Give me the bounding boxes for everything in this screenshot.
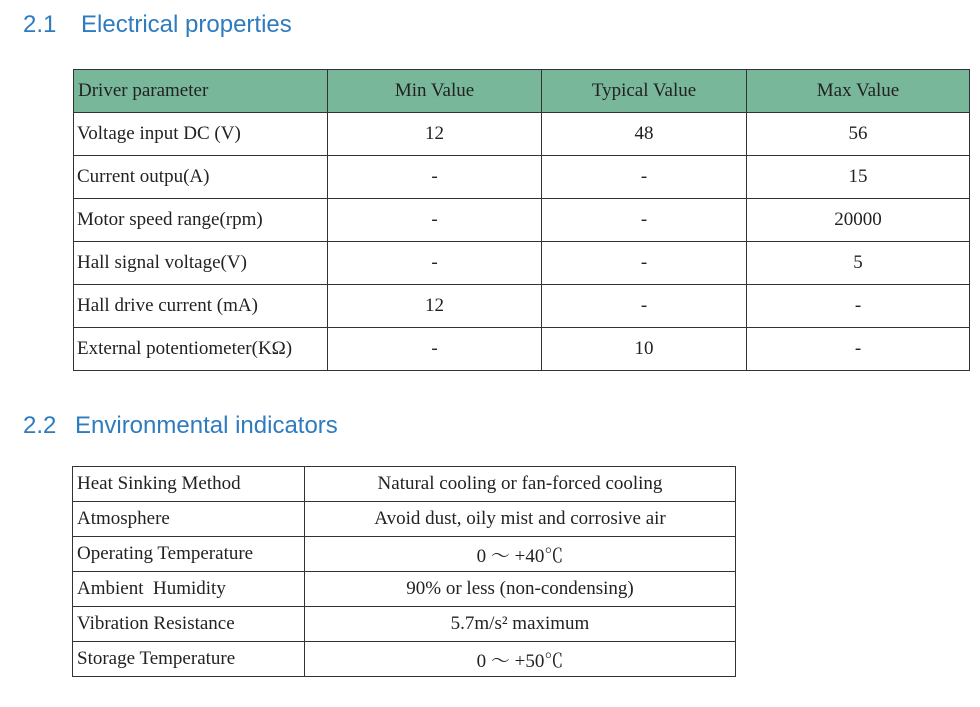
table-row bbox=[74, 199, 970, 242]
min-cell: 12 bbox=[328, 113, 542, 156]
indicator-value-cell: Avoid dust, oily mist and corrosive air bbox=[305, 502, 736, 537]
indicator-name-cell: Atmosphere bbox=[73, 502, 305, 537]
header-driver-parameter: Driver parameter bbox=[74, 70, 328, 113]
table-row bbox=[73, 467, 736, 502]
typical-cell: 10 bbox=[542, 328, 747, 371]
min-cell: - bbox=[328, 199, 542, 242]
section-title: Electrical properties bbox=[81, 11, 292, 38]
section-heading-environmental bbox=[23, 414, 338, 438]
table-row bbox=[74, 113, 970, 156]
section-heading-electrical bbox=[23, 13, 292, 37]
table-row bbox=[73, 502, 736, 537]
indicator-name-cell: Heat Sinking Method bbox=[73, 467, 305, 502]
header-max-value: Max Value bbox=[747, 70, 970, 113]
table-row bbox=[73, 572, 736, 607]
max-cell: 5 bbox=[747, 242, 970, 285]
parameter-cell: External potentiometer(KΩ) bbox=[74, 328, 328, 371]
table-row bbox=[73, 537, 736, 572]
parameter-cell: Motor speed range(rpm) bbox=[74, 199, 328, 242]
indicator-value-cell: 5.7m/s² maximum bbox=[305, 607, 736, 642]
section-number: 2.2 bbox=[23, 412, 57, 439]
parameter-cell: Current outpu(A) bbox=[74, 156, 328, 199]
indicator-name-cell: Storage Temperature bbox=[73, 642, 305, 677]
table-row bbox=[74, 156, 970, 199]
indicator-name-cell: Operating Temperature bbox=[73, 537, 305, 572]
min-cell: - bbox=[328, 156, 542, 199]
table-row bbox=[74, 242, 970, 285]
table-row bbox=[74, 328, 970, 371]
typical-cell: - bbox=[542, 156, 747, 199]
min-cell: 12 bbox=[328, 285, 542, 328]
min-cell: - bbox=[328, 242, 542, 285]
max-cell: 56 bbox=[747, 113, 970, 156]
parameter-cell: Hall signal voltage(V) bbox=[74, 242, 328, 285]
typical-cell: 48 bbox=[542, 113, 747, 156]
typical-cell: - bbox=[542, 242, 747, 285]
max-cell: - bbox=[747, 328, 970, 371]
indicator-name-cell: Vibration Resistance bbox=[73, 607, 305, 642]
indicator-value-cell: 0 ～ +50℃ bbox=[305, 642, 736, 677]
typical-cell: - bbox=[542, 285, 747, 328]
environmental-indicators-table bbox=[72, 466, 736, 677]
typical-cell: - bbox=[542, 199, 747, 242]
electrical-properties-table bbox=[73, 69, 970, 371]
section-number: 2.1 bbox=[23, 11, 57, 38]
max-cell: 20000 bbox=[747, 199, 970, 242]
indicator-value-cell: 90% or less (non-condensing) bbox=[305, 572, 736, 607]
table-row bbox=[74, 285, 970, 328]
parameter-cell: Voltage input DC (V) bbox=[74, 113, 328, 156]
indicator-value-cell: 0 ～ +40℃ bbox=[305, 537, 736, 572]
max-cell: - bbox=[747, 285, 970, 328]
table-row bbox=[73, 642, 736, 677]
header-min-value: Min Value bbox=[328, 70, 542, 113]
parameter-cell: Hall drive current (mA) bbox=[74, 285, 328, 328]
indicator-value-cell: Natural cooling or fan-forced cooling bbox=[305, 467, 736, 502]
table-row bbox=[73, 607, 736, 642]
table-header-row bbox=[74, 70, 970, 113]
header-typical-value: Typical Value bbox=[542, 70, 747, 113]
min-cell: - bbox=[328, 328, 542, 371]
max-cell: 15 bbox=[747, 156, 970, 199]
section-title: Environmental indicators bbox=[75, 412, 338, 439]
indicator-name-cell: Ambient Humidity bbox=[73, 572, 305, 607]
